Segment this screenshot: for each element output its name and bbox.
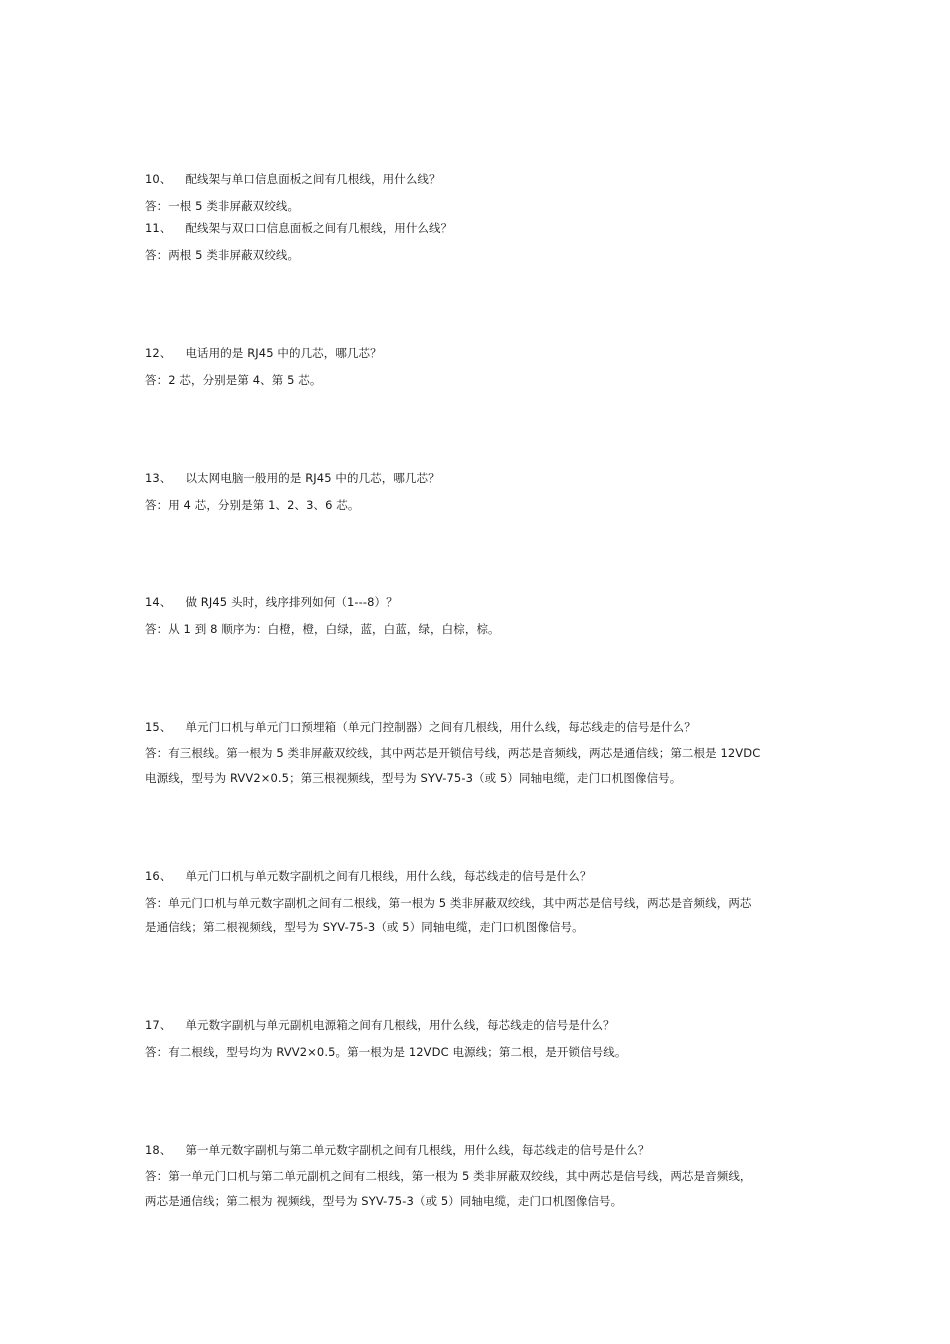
question-text: 电话用的是 RJ45 中的几芯，哪几芯？ [185, 346, 382, 360]
question-text: 以太网电脑一般用的是 RJ45 中的几芯，哪几芯？ [185, 471, 440, 485]
answer-16-line-2: 是通信线；第二根视频线，型号为 SYV-75-3（或 5）同轴电缆，走门口机图像信号。 [145, 920, 584, 934]
question-number: 17、 [145, 1018, 172, 1032]
question-text: 单元门口机与单元数字副机之间有几根线，用什么线，每芯线走的信号是什么？ [185, 869, 592, 883]
question-text: 单元门口机与单元门口预埋箱（单元门控制器）之间有几根线，用什么线，每芯线走的信号是什么？ [185, 720, 696, 734]
question-15 [145, 720, 815, 734]
question-number: 11、 [145, 221, 172, 235]
answer-15-line-1: 答：有三根线。第一根为 5 类非屏蔽双绞线，其中两芯是开锁信号线，两芯是音频线，两芯是通信线；第二根是 12VDC [145, 746, 761, 760]
question-10 [145, 172, 815, 186]
question-number: 13、 [145, 471, 172, 485]
answer-16-line-1: 答：单元门口机与单元数字副机之间有二根线，第一根为 5 类非屏蔽双绞线，其中两芯是信号线，两芯是音频线，两芯 [145, 896, 752, 910]
answer-18-line-1: 答：第一单元门口机与第二单元副机之间有二根线，第一根为 5 类非屏蔽双绞线，其中两芯是信号线，两芯是音频线， [145, 1169, 752, 1183]
question-text: 单元数字副机与单元副机电源箱之间有几根线，用什么线，每芯线走的信号是什么？ [185, 1018, 615, 1032]
question-text: 配线架与双口口信息面板之间有几根线，用什么线？ [185, 221, 453, 235]
answer-17: 答：有二根线，型号均为 RVV2×0.5。第一根为是 12VDC 电源线；第二根，是开锁信号线。 [145, 1045, 627, 1059]
answer-12: 答：2 芯，分别是第 4、第 5 芯。 [145, 373, 322, 387]
question-text: 第一单元数字副机与第二单元数字副机之间有几根线，用什么线，每芯线走的信号是什么？ [185, 1143, 650, 1157]
question-text: 做 RJ45 头时，线序排列如何（1---8）？ [185, 595, 398, 609]
question-12 [145, 346, 815, 360]
answer-15-line-2: 电源线，型号为 RVV2×0.5；第三根视频线，型号为 SYV-75-3（或 5）同轴电缆，走门口机图像信号。 [145, 771, 682, 785]
question-number: 16、 [145, 869, 172, 883]
question-number: 15、 [145, 720, 172, 734]
question-number: 18、 [145, 1143, 172, 1157]
question-18 [145, 1143, 815, 1157]
answer-14: 答：从 1 到 8 顺序为：白橙，橙，白绿，蓝，白蓝，绿，白棕，棕。 [145, 622, 500, 636]
question-number: 10、 [145, 172, 172, 186]
question-number: 12、 [145, 346, 172, 360]
question-11 [145, 221, 815, 235]
question-text: 配线架与单口信息面板之间有几根线，用什么线？ [185, 172, 441, 186]
question-16 [145, 869, 815, 883]
question-13 [145, 471, 815, 485]
question-17 [145, 1018, 815, 1032]
answer-13: 答：用 4 芯，分别是第 1、2、3、6 芯。 [145, 498, 360, 512]
question-14 [145, 595, 815, 609]
answer-18-line-2: 两芯是通信线；第二根为 视频线，型号为 SYV-75-3（或 5）同轴电缆，走门口机图像信号。 [145, 1194, 623, 1208]
answer-10: 答：一根 5 类非屏蔽双绞线。 [145, 199, 300, 213]
question-number: 14、 [145, 595, 172, 609]
answer-11: 答：两根 5 类非屏蔽双绞线。 [145, 248, 300, 262]
